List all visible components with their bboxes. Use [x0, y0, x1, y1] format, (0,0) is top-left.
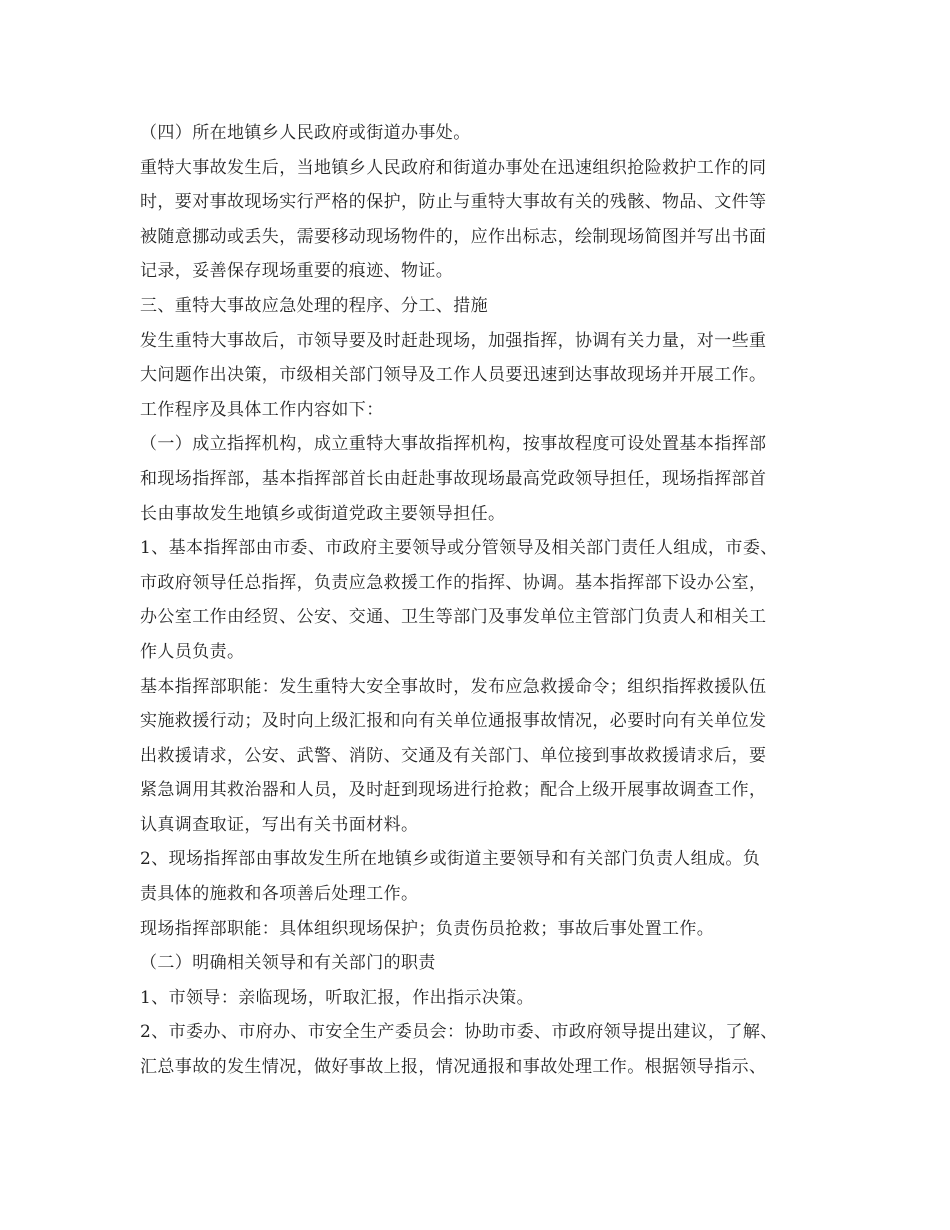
text-line: （四）所在地镇乡人民政府或街道办事处。: [140, 123, 471, 143]
text-line: 紧急调用其救治器和人员，及时赶到现场进行抢救；配合上级开展事故调查工作，: [140, 780, 767, 801]
text-line: 办公室工作由经贸、公安、交通、卫生等部门及事发单位主管部门负责人和相关工: [140, 607, 767, 628]
text-line: 作人员负责。: [140, 641, 245, 662]
text-line: 出救援请求，公安、武警、消防、交通及有关部门、单位接到事故救援请求后，要: [140, 745, 767, 766]
text-line: 1、基本指挥部由市委、市政府主要领导或分管领导及相关部门责任人组成，市委、: [140, 538, 778, 559]
text-line: 实施救援行动；及时向上级汇报和向有关单位通报事故情况，必要时向有关单位发: [140, 711, 767, 732]
document-body: [140, 116, 820, 1085]
text-line: （一）成立指挥机构，成立重特大事故指挥机构，按事故程度可设处置基本指挥部: [140, 434, 767, 455]
section-heading: 三、重特大事故应急处理的程序、分工、措施: [140, 295, 488, 316]
text-line: 重特大事故发生后，当地镇乡人民政府和街道办事处在迅速组织抢险救护工作的同: [140, 157, 767, 178]
text-line: 长由事故发生地镇乡或街道党政主要领导担任。: [140, 503, 506, 524]
text-line: 和现场指挥部，基本指挥部首长由赶赴事故现场最高党政领导担任，现场指挥部首: [140, 468, 767, 489]
text-line: 1、市领导：亲临现场，听取汇报，作出指示决策。: [140, 987, 535, 1008]
text-line: 大问题作出决策，市级相关部门领导及工作人员要迅速到达事故现场并开展工作。: [140, 365, 767, 386]
text-line: 认真调查取证，写出有关书面材料。: [140, 814, 419, 835]
text-line: 责具体的施救和各项善后处理工作。: [140, 884, 419, 905]
text-line: 2、现场指挥部由事故发生所在地镇乡或街道主要领导和有关部门负责人组成。负: [140, 849, 761, 870]
text-line: 2、市委办、市府办、市安全生产委员会：协助市委、市政府领导提出建议，了解、: [140, 1022, 778, 1043]
text-line: 被随意挪动或丢失，需要移动现场物件的，应作出标志，绘制现场简图并写出书面: [140, 226, 767, 247]
text-line: 市政府领导任总指挥，负责应急救援工作的指挥、协调。基本指挥部下设办公室，: [140, 572, 767, 593]
text-line: 时，要对事故现场实行严格的保护，防止与重特大事故有关的残骸、物品、文件等: [140, 192, 767, 213]
text-line: （二）明确相关领导和有关部门的职责: [140, 953, 436, 974]
text-line: 记录，妥善保存现场重要的痕迹、物证。: [140, 261, 454, 282]
text-line: 基本指挥部职能：发生重特大安全事故时，发布应急救援命令；组织指挥救援队伍: [140, 676, 767, 697]
text-line: 发生重特大事故后，市领导要及时赶赴现场，加强指挥，协调有关力量，对一些重: [140, 330, 767, 351]
text-line: 工作程序及具体工作内容如下：: [140, 399, 384, 420]
text-line: 汇总事故的发生情况，做好事故上报，情况通报和事故处理工作。根据领导指示、: [140, 1057, 767, 1078]
text-line: 现场指挥部职能：具体组织现场保护；负责伤员抢救；事故后事处置工作。: [140, 918, 715, 939]
